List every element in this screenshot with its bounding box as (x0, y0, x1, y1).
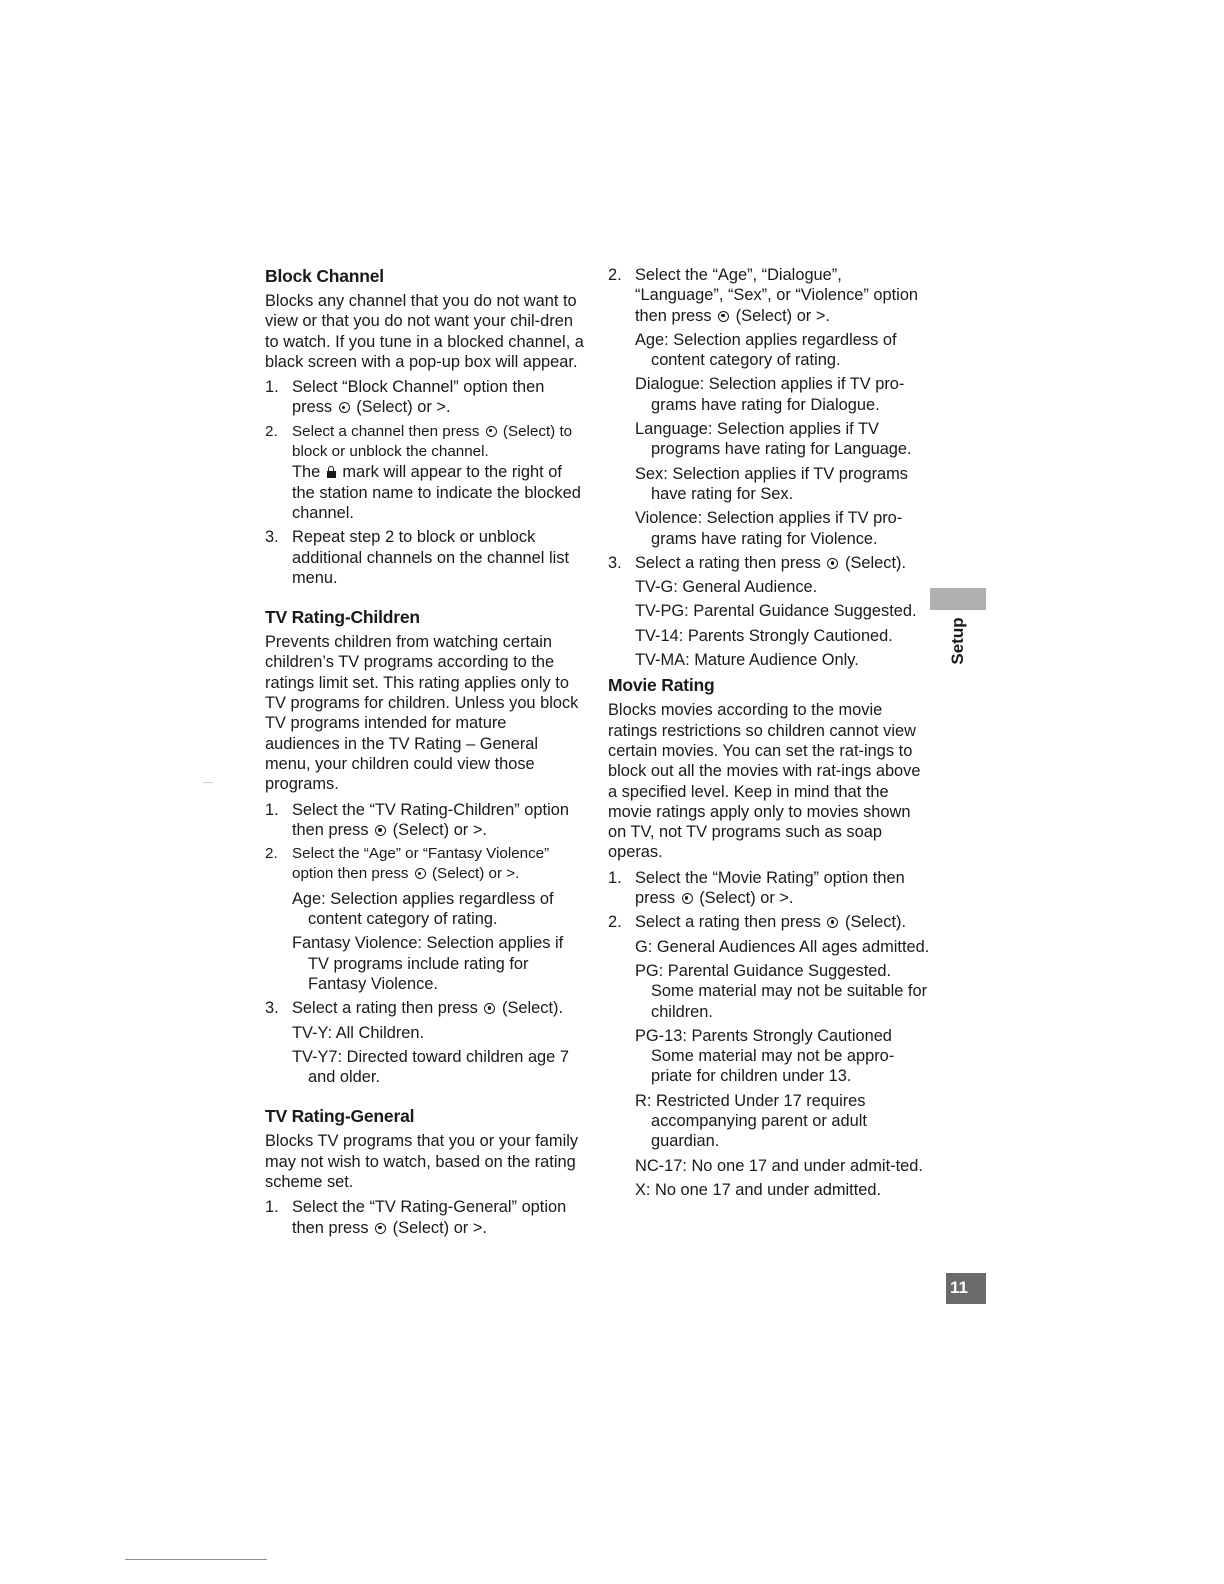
step-text: Select a rating then press (635, 553, 821, 572)
section-tab-marker (930, 588, 986, 610)
rating-tv-14: TV-14: Parents Strongly Cautioned. (635, 626, 893, 645)
age-option: Age: Selection applies regardless of content category of rating. (635, 330, 897, 370)
rating-nc-17: NC-17: No one 17 and under admit-ted. (635, 1156, 923, 1175)
dialogue-option: Dialogue: Selection applies if TV pro-grams have rating for Dialogue. (635, 375, 905, 414)
tv-rating-children-heading: TV Rating-Children (265, 607, 420, 628)
section-tab-label: Setup (947, 617, 967, 665)
step-number: 2. (265, 845, 278, 863)
language-option: Language: Selection applies if TV programs have rating for Language. (635, 420, 912, 459)
violence-option: Violence: Selection applies if TV pro-grams have rating for Violence. (635, 509, 903, 548)
step-number: 1. (608, 868, 622, 887)
select-button-icon (827, 917, 838, 928)
step-number: 1. (265, 1198, 279, 1217)
step-text: Select a rating then press (635, 913, 821, 932)
step-number: 2. (608, 266, 622, 284)
step-text: (Select). (502, 999, 564, 1018)
select-button-icon (682, 893, 693, 904)
block-channel-intro: Blocks any channel that you do not want to view or that you do not want your chil-dren to watch. If you tune in a blocked channel, a black screen with a pop-up box will appear. (265, 292, 584, 371)
step-number: 3. (265, 999, 279, 1018)
select-button-icon (339, 402, 350, 413)
step-text: Select the “TV Rating-General” option then press (292, 1198, 567, 1237)
block-channel-step-3 (265, 527, 585, 588)
step-text: Select the “Age” or “Fantasy Violence” option then press (292, 845, 550, 883)
select-button-icon (718, 311, 729, 322)
rating-pg-13: PG-13: Parents Strongly Cautioned Some material may not be appro-priate for children under 13. (635, 1026, 895, 1086)
step-text: (Select) or >. (392, 820, 487, 839)
tv-rating-general-step-1 (265, 1197, 585, 1238)
step-text: Select the “Movie Rating” option then press (635, 868, 905, 908)
rating-tv-y: TV-Y: All Children. (292, 1023, 425, 1042)
step-text: (Select) or >. (356, 398, 451, 417)
tv-rating-children-intro: Prevents children from watching certain children’s TV programs according to the ratings limit set. This rating applies only to TV programs for children. Unless you block TV programs intended for mature audiences in the TV Rating – General menu, your children could view those programs. (265, 633, 579, 794)
step-number: 2. (265, 422, 278, 440)
step-text: (Select) or >. (432, 865, 520, 883)
step-text: (Select). (845, 913, 907, 932)
tv-rating-general-section (265, 1105, 585, 1237)
step-number: 1. (265, 378, 279, 397)
fantasy-violence-option: Fantasy Violence: Selection applies if TV programs include rating for Fantasy Violence. (292, 934, 564, 993)
select-button-icon (375, 825, 386, 836)
step-text: Select the “Age”, “Dialogue”, “Language”, “Sex”, or “Violence” option then press (635, 266, 919, 325)
movie-rating-heading: Movie Rating (608, 675, 715, 696)
page-number: 11 (946, 1273, 986, 1304)
block-channel-heading: Block Channel (265, 266, 384, 286)
rating-r: R: Restricted Under 17 requires accompanying parent or adult guardian. (635, 1091, 867, 1151)
tv-rating-general-heading: TV Rating-General (265, 1106, 415, 1127)
step-text: (Select) or >. (699, 889, 794, 908)
sex-option: Sex: Selection applies if TV programs have rating for Sex. (635, 464, 909, 503)
step-number: 1. (265, 800, 279, 819)
rating-tv-ma: TV-MA: Mature Audience Only. (635, 651, 859, 670)
margin-tick (203, 782, 213, 783)
block-channel-section (265, 265, 585, 588)
block-channel-step-2 (265, 422, 585, 523)
rating-pg: PG: Parental Guidance Suggested. Some material may not be suitable for children. (635, 961, 928, 1021)
step-text: (Select) to block or unblock the channel. (292, 422, 573, 461)
lock-icon (327, 466, 336, 478)
tv-rating-children-step-1 (265, 800, 585, 841)
select-button-icon (415, 868, 426, 879)
tv-rating-general-intro: Blocks TV programs that you or your family may not wish to watch, based on the rating scheme set. (265, 1132, 579, 1191)
step-text: Select “Block Channel” option then press (292, 378, 545, 417)
tv-rating-children-step-2 (265, 844, 585, 994)
tv-rating-general-step-2 (608, 265, 930, 549)
rating-tv-y7: TV-Y7: Directed toward children age 7 and older. (292, 1047, 569, 1087)
step-text: Select the “TV Rating-Children” option then press (292, 800, 569, 839)
movie-rating-intro: Blocks movies according to the movie ratings restrictions so children cannot view certain movies. You can set the rat-ings to block out all the movies with rat-ings above a specified level. Keep in mind that the movie ratings apply only to movies shown on TV, not TV programs such as soap operas. (608, 701, 921, 862)
rating-x: X: No one 17 and under admitted. (635, 1180, 882, 1199)
rating-g: G: General Audiences All ages admitted. (635, 937, 930, 956)
step-text: The (292, 463, 321, 482)
rating-tv-pg: TV-PG: Parental Guidance Suggested. (635, 602, 917, 621)
left-column (265, 265, 585, 1256)
select-button-icon (484, 1003, 495, 1014)
movie-rating-step-1 (608, 868, 930, 909)
step-number: 3. (265, 528, 279, 547)
right-column (608, 265, 930, 1218)
step-text: (Select) or >. (735, 306, 830, 325)
block-channel-step-1 (265, 377, 585, 418)
step-number: 3. (608, 553, 622, 572)
movie-rating-section (608, 674, 930, 1200)
footnote-rule (125, 1559, 267, 1560)
select-button-icon (827, 558, 838, 569)
step-text: (Select) or >. (392, 1218, 487, 1237)
step-text: Select a channel then press (292, 422, 480, 440)
movie-rating-step-2 (608, 912, 930, 1200)
step-text: mark will appear to the right of the station name to indicate the blocked channel. (292, 463, 581, 522)
age-option: Age: Selection applies regardless of content category of rating. (292, 889, 554, 929)
tv-rating-children-step-3 (265, 998, 585, 1087)
step-text: Select a rating then press (292, 999, 478, 1018)
step-number: 2. (608, 913, 622, 932)
tv-rating-general-step-3 (608, 553, 930, 670)
rating-tv-g: TV-G: General Audience. (635, 578, 818, 597)
step-text: Repeat step 2 to block or unblock additional channels on the channel list menu. (292, 528, 570, 587)
tv-rating-children-section (265, 606, 585, 1087)
select-button-icon (375, 1223, 386, 1234)
step-text: (Select). (845, 553, 907, 572)
select-button-icon (486, 426, 497, 437)
